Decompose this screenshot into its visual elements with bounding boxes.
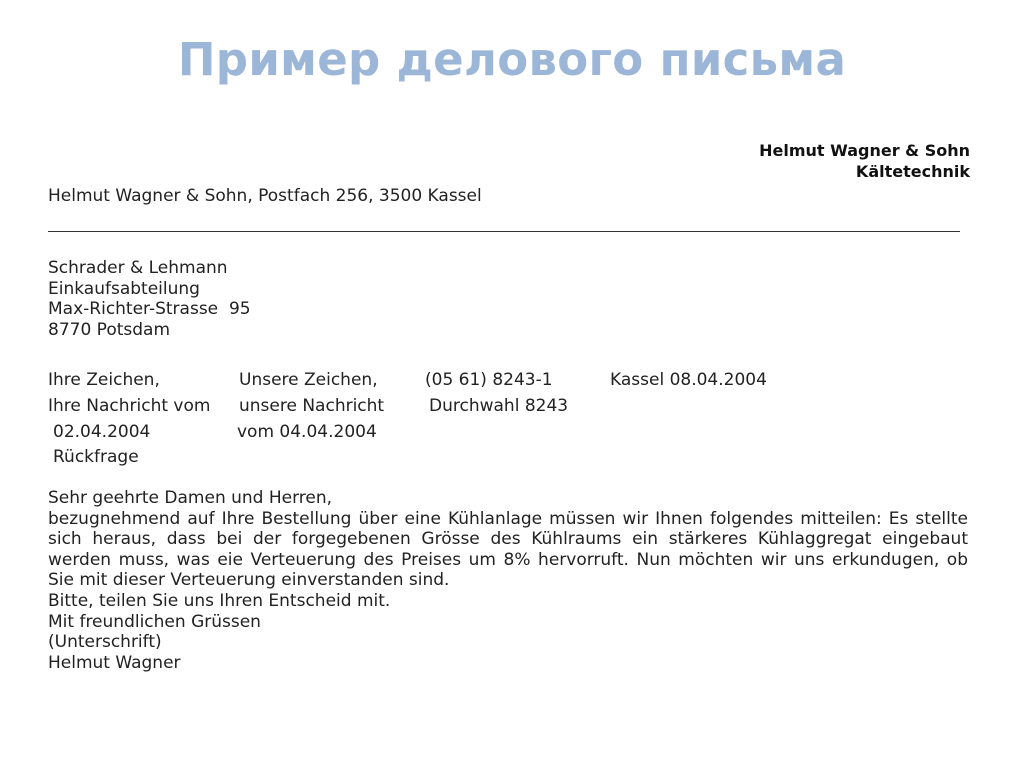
paragraph-line: werden muss, was eie Verteuerung des Preises um 8% hervorruft. Nun möchten wir uns erkundugen, ob bbox=[48, 549, 968, 570]
slide-title: Пример делового письма bbox=[177, 33, 847, 86]
company-name: Helmut Wagner & Sohn bbox=[759, 141, 970, 160]
ref-durchwahl: Durchwahl 8243 bbox=[429, 396, 569, 416]
ref-unsere-nachricht: unsere Nachricht bbox=[239, 396, 385, 416]
ref-unsere-datum: vom 04.04.2004 bbox=[237, 422, 377, 442]
divider-line bbox=[48, 231, 960, 232]
sender-address-line: Helmut Wagner & Sohn, Postfach 256, 3500 Kassel bbox=[48, 186, 482, 206]
ref-ihre-nachricht: Ihre Nachricht vom bbox=[48, 396, 211, 416]
request-line: Bitte, teilen Sie uns Ihren Entscheid mit. bbox=[48, 590, 391, 611]
recipient-company: Schrader & Lehmann bbox=[48, 258, 228, 278]
paragraph-line: sich heraus, dass bei der forgegebenen Grösse des Kühlraums ein stärkeres Kühlaggregat eingebaut bbox=[48, 529, 968, 550]
recipient-address bbox=[48, 258, 251, 340]
recipient-city: 8770 Potsdam bbox=[48, 319, 171, 340]
signature-placeholder: (Unterschrift) bbox=[48, 632, 162, 653]
company-department: Kältetechnik bbox=[855, 162, 970, 181]
salutation: Sehr geehrte Damen und Herren, bbox=[48, 488, 333, 508]
letter-body bbox=[48, 488, 968, 673]
ref-telefon: (05 61) 8243-1 bbox=[425, 370, 553, 390]
ref-ihre-datum: 02.04.2004 bbox=[53, 422, 151, 442]
paragraph-line: bezugnehmend auf Ihre Bestellung über eine Kühlanlage müssen wir Ihnen folgendes mitteilen: Es stellte bbox=[48, 508, 968, 529]
ref-ort-datum: Kassel 08.04.2004 bbox=[610, 370, 767, 390]
recipient-department: Einkaufsabteilung bbox=[48, 278, 200, 299]
ref-unsere-zeichen: Unsere Zeichen, bbox=[239, 370, 378, 390]
paragraph-line: Sie mit dieser Verteuerung einverstanden sind. bbox=[48, 570, 450, 591]
recipient-street: Max-Richter-Strasse 95 bbox=[48, 299, 251, 319]
ref-ihre-zeichen: Ihre Zeichen, bbox=[48, 370, 160, 390]
ref-betreff: Rückfrage bbox=[53, 447, 139, 467]
letterhead bbox=[759, 140, 970, 182]
closing-line: Mit freundlichen Grüssen bbox=[48, 611, 261, 632]
signer-name: Helmut Wagner bbox=[48, 652, 181, 673]
